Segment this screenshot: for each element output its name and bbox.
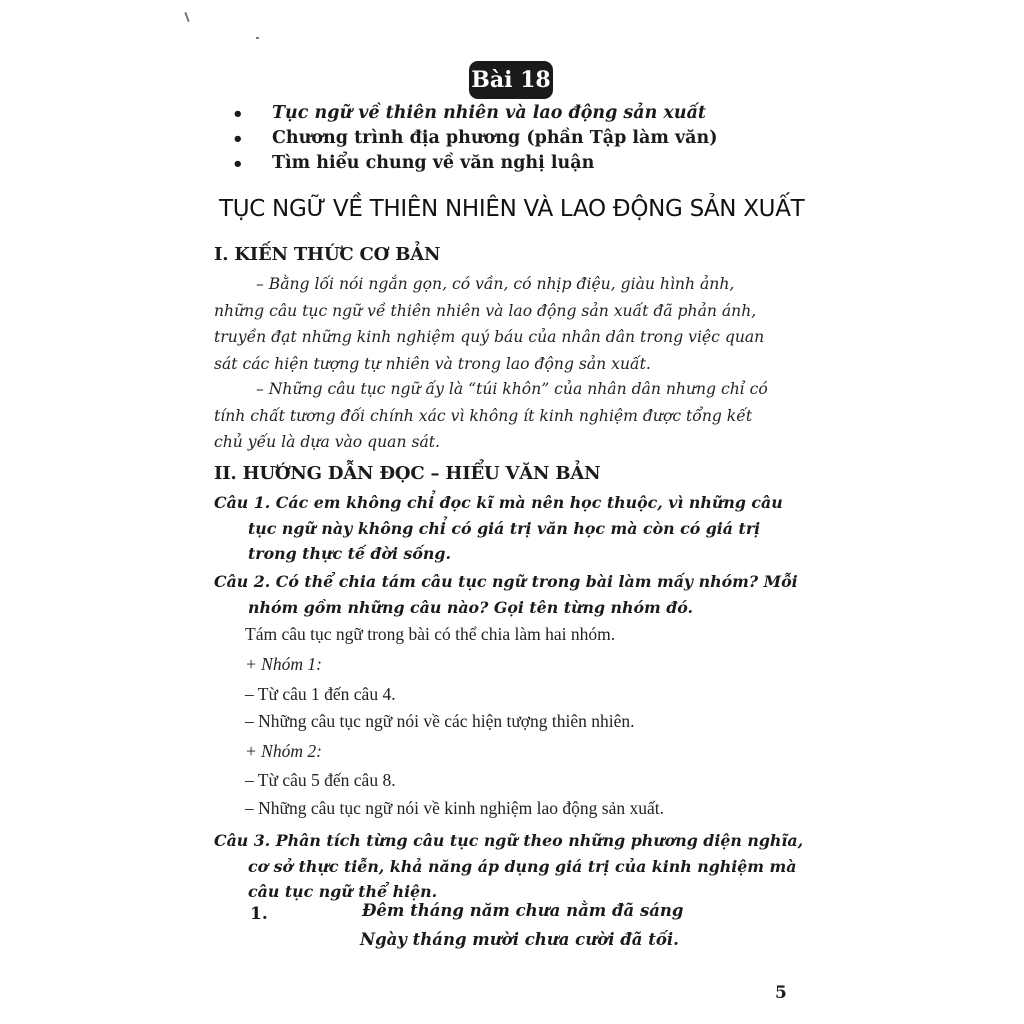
topic-item-3: Tìm hiểu chung về văn nghị luận — [272, 153, 595, 173]
question-2 — [214, 569, 804, 620]
question-line: Câu 2. Có thể chia tám câu tục ngữ trong bài làm mấy nhóm? Mỗi — [214, 572, 798, 591]
question-line: nhóm gồm những câu nào? Gọi tên từng nhóm đó. — [248, 597, 694, 617]
bullet-icon: • — [232, 154, 244, 175]
question-1 — [214, 490, 804, 567]
answer-line: – Từ câu 1 đến câu 4. — [245, 684, 396, 704]
question-line: Câu 1. Các em không chỉ đọc kĩ mà nên học thuộc, vì những câu — [214, 493, 783, 512]
question-line: cơ sở thực tiễn, khả năng áp dụng giá trị của kinh nghiệm mà — [248, 856, 797, 876]
proverb-line: Ngày tháng mười chưa cười đã tối. — [360, 930, 679, 949]
paragraph-line: chủ yếu là dựa vào quan sát. — [214, 433, 440, 451]
bullet-icon: • — [232, 129, 244, 150]
paragraph-1 — [214, 271, 798, 377]
proverb-number: 1. — [250, 904, 268, 924]
paragraph-2 — [214, 376, 798, 456]
paragraph-line: – Những câu tục ngữ ấy là “túi khôn” của nhân dân nhưng chỉ có — [256, 380, 768, 398]
paragraph-line: tính chất tương đối chính xác vì không ít kinh nghiệm được tổng kết — [214, 406, 753, 425]
question-line: câu tục ngữ thể hiện. — [248, 882, 438, 901]
group-label: + Nhóm 1: — [245, 654, 322, 674]
question-line: trong thực tế đời sống. — [248, 544, 451, 563]
answer-line: – Từ câu 5 đến câu 8. — [245, 770, 396, 790]
group-label: + Nhóm 2: — [245, 741, 322, 761]
print-speck — [256, 37, 259, 39]
answer-line: – Những câu tục ngữ nói về các hiện tượng thiên nhiên. — [245, 711, 635, 731]
paragraph-line: sát các hiện tượng tự nhiên và trong lao động sản xuất. — [214, 354, 651, 373]
bullet-icon: • — [232, 104, 244, 125]
section-heading-2: II. HƯỚNG DẪN ĐỌC – HIỂU VĂN BẢN — [214, 463, 601, 484]
topic-item-1: Tục ngữ về thiên nhiên và lao động sản xuất — [272, 103, 707, 123]
answer-line: – Những câu tục ngữ nói về kinh nghiệm lao động sản xuất. — [245, 798, 664, 818]
proverb-line: Đêm tháng năm chưa nằm đã sáng — [362, 901, 684, 920]
answer-line: Tám câu tục ngữ trong bài có thể chia làm hai nhóm. — [245, 624, 616, 644]
lesson-badge: Bài 18 — [469, 61, 553, 99]
page-number: 5 — [775, 983, 787, 1003]
paragraph-line: truyền đạt những kinh nghiệm quý báu của nhân dân trong việc quan — [214, 328, 765, 346]
print-speck — [184, 12, 189, 22]
paragraph-line: – Bằng lối nói ngắn gọn, có vần, có nhịp điệu, giàu hình ảnh, — [256, 275, 735, 293]
section-heading-1: I. KIẾN THỨC CƠ BẢN — [214, 244, 441, 265]
question-3 — [214, 828, 804, 905]
page-title: TỤC NGỮ VỀ THIÊN NHIÊN VÀ LAO ĐỘNG SẢN XUẤT — [219, 196, 805, 222]
topic-item-2: Chương trình địa phương (phần Tập làm văn) — [272, 128, 718, 148]
paragraph-line: những câu tục ngữ về thiên nhiên và lao động sản xuất đã phản ánh, — [214, 301, 757, 320]
question-line: Câu 3. Phân tích từng câu tục ngữ theo những phương diện nghĩa, — [214, 831, 804, 850]
question-line: tục ngữ này không chỉ có giá trị văn học mà còn có giá trị — [248, 518, 761, 538]
